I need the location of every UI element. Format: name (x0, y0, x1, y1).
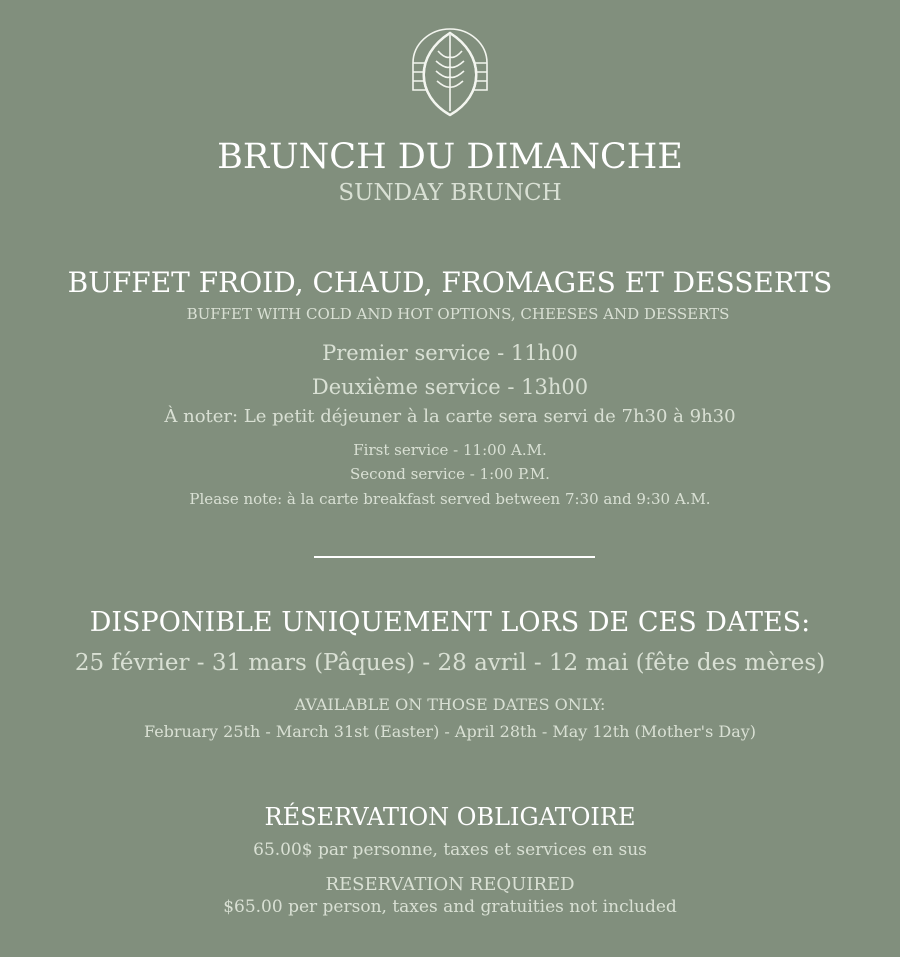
reservation-price-fr: 65.00$ par personne, taxes et services en sus (253, 840, 647, 860)
reservation-title-fr: RÉSERVATION OBLIGATOIRE (264, 803, 636, 831)
reservation-price-en: $65.00 per person, taxes and gratuities not included (223, 897, 677, 917)
first-service-en: First service - 11:00 A.M. (353, 441, 547, 459)
breakfast-note-en: Please note: à la carte breakfast served between 7:30 and 9:30 A.M. (189, 490, 711, 508)
dates-title-fr: DISPONIBLE UNIQUEMENT LORS DE CES DATES: (89, 607, 811, 638)
dates-title-en: AVAILABLE ON THOSE DATES ONLY: (294, 695, 606, 714)
buffet-title-en: BUFFET WITH COLD AND HOT OPTIONS, CHEESES AND DESSERTS (186, 305, 730, 323)
dates-fr: 25 février - 31 mars (Pâques) - 28 avril - 12 mai (fête des mères) (74, 650, 826, 676)
leaf-arch-logo-icon (405, 25, 495, 120)
second-service-fr: Deuxième service - 13h00 (311, 375, 589, 399)
dates-en: February 25th - March 31st (Easter) - April 28th - May 12th (Mother's Day) (143, 722, 757, 741)
divider (314, 556, 595, 558)
reservation-title-en: RESERVATION REQUIRED (325, 874, 575, 895)
page-title: BRUNCH DU DIMANCHE (217, 137, 683, 177)
second-service-en: Second service - 1:00 P.M. (350, 465, 550, 483)
page-subtitle: SUNDAY BRUNCH (338, 180, 562, 206)
breakfast-note-fr: À noter: Le petit déjeuner à la carte sera servi de 7h30 à 9h30 (164, 406, 736, 427)
buffet-title-fr: BUFFET FROID, CHAUD, FROMAGES ET DESSERTS (67, 266, 833, 299)
first-service-fr: Premier service - 11h00 (322, 341, 578, 365)
